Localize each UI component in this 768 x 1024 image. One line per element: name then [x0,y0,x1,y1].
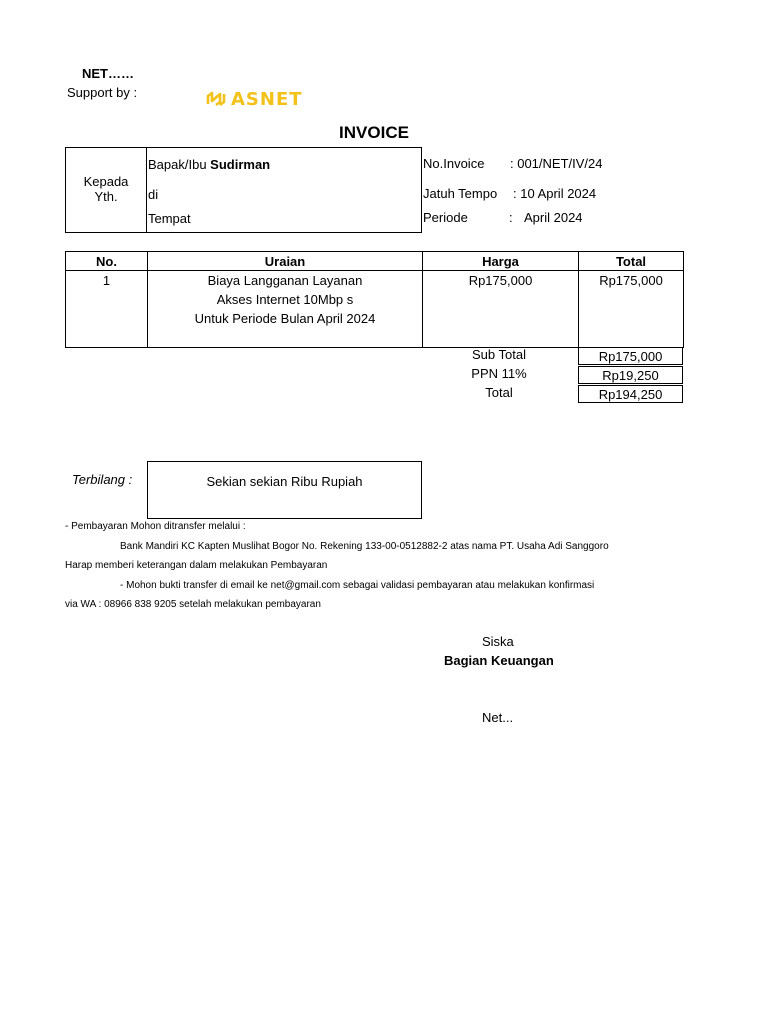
col-header-total: Total [579,252,684,271]
whatsapp-note: via WA : 08966 838 9205 setelah melakukan pembayaran [65,599,321,610]
salutation: Bapak/Ibu [148,157,207,172]
due-date-value: : 10 April 2024 [513,186,597,201]
signatory-name: Siska [482,634,514,649]
invoice-number-value: : 001/NET/IV/24 [510,156,603,171]
col-header-uraian: Uraian [148,252,423,271]
period-label: Periode [423,210,468,225]
table-row [66,271,684,348]
recipient-tempat: Tempat [148,211,191,226]
recipient-name-line [148,157,270,172]
period-value: April 2024 [524,210,583,225]
period-colon: : [509,210,513,225]
invoice-title: INVOICE [339,123,409,142]
terbilang-value: Sekian sekian Ribu Rupiah [206,474,363,489]
asnet-logo-text: ASNET [231,88,303,110]
yth-label: Yth. [94,189,118,204]
bank-account-note: Bank Mandiri KC Kapten Muslihat Bogor No. Rekening 133-00-0512882-2 atas nama PT. Usaha Adi Sanggoro [120,541,609,552]
terbilang-label: Terbilang : [72,472,133,487]
subtotal-value: Rp175,000 [578,347,683,365]
subtotal-label: Sub Total [472,347,526,362]
description-line: Untuk Periode Bulan April 2024 [194,311,376,326]
grand-total-value: Rp194,250 [578,385,683,403]
kepada-label: Kepada [83,174,129,189]
ppn-value: Rp19,250 [578,366,683,384]
asnet-logo-icon [205,88,227,110]
row-price [423,271,579,348]
terbilang-box [147,461,422,519]
row-total [579,271,684,348]
table-header-row [66,252,684,271]
description-line: Biaya Langganan Layanan [207,273,363,288]
row-no [66,271,148,348]
invoice-number-label: No.Invoice [423,156,485,171]
support-by-label: Support by : [67,85,138,100]
row-no-text: 1 [102,273,111,288]
transfer-proof-note: - Mohon bukti transfer di email ke net@gmail.com sebagai validasi pembayaran atau melakukan konfirmasi [120,580,595,591]
recipient-label-cell [65,147,147,233]
row-description [148,271,423,348]
description-line: Akses Internet 10Mbp s [216,292,354,307]
row-price-text: Rp175,000 [468,273,533,288]
col-header-harga: Harga [423,252,579,271]
recipient-di: di [148,187,159,202]
recipient-name: Sudirman [210,157,271,172]
payment-note: - Pembayaran Mohon ditransfer melalui : [65,521,246,532]
due-date-label: Jatuh Tempo [423,186,498,201]
signatory-company: Net... [482,710,514,725]
row-total-text: Rp175,000 [599,273,663,288]
asnet-logo [205,88,303,110]
payment-reference-note: Harap memberi keterangan dalam melakukan Pembayaran [65,560,328,571]
signatory-role: Bagian Keuangan [444,653,554,668]
grand-total-label: Total [485,385,513,400]
items-table [65,251,684,348]
col-header-no: No. [66,252,148,271]
ppn-label: PPN 11% [471,366,527,381]
company-placeholder: NET…… [82,66,134,81]
recipient-detail-cell [146,147,422,233]
